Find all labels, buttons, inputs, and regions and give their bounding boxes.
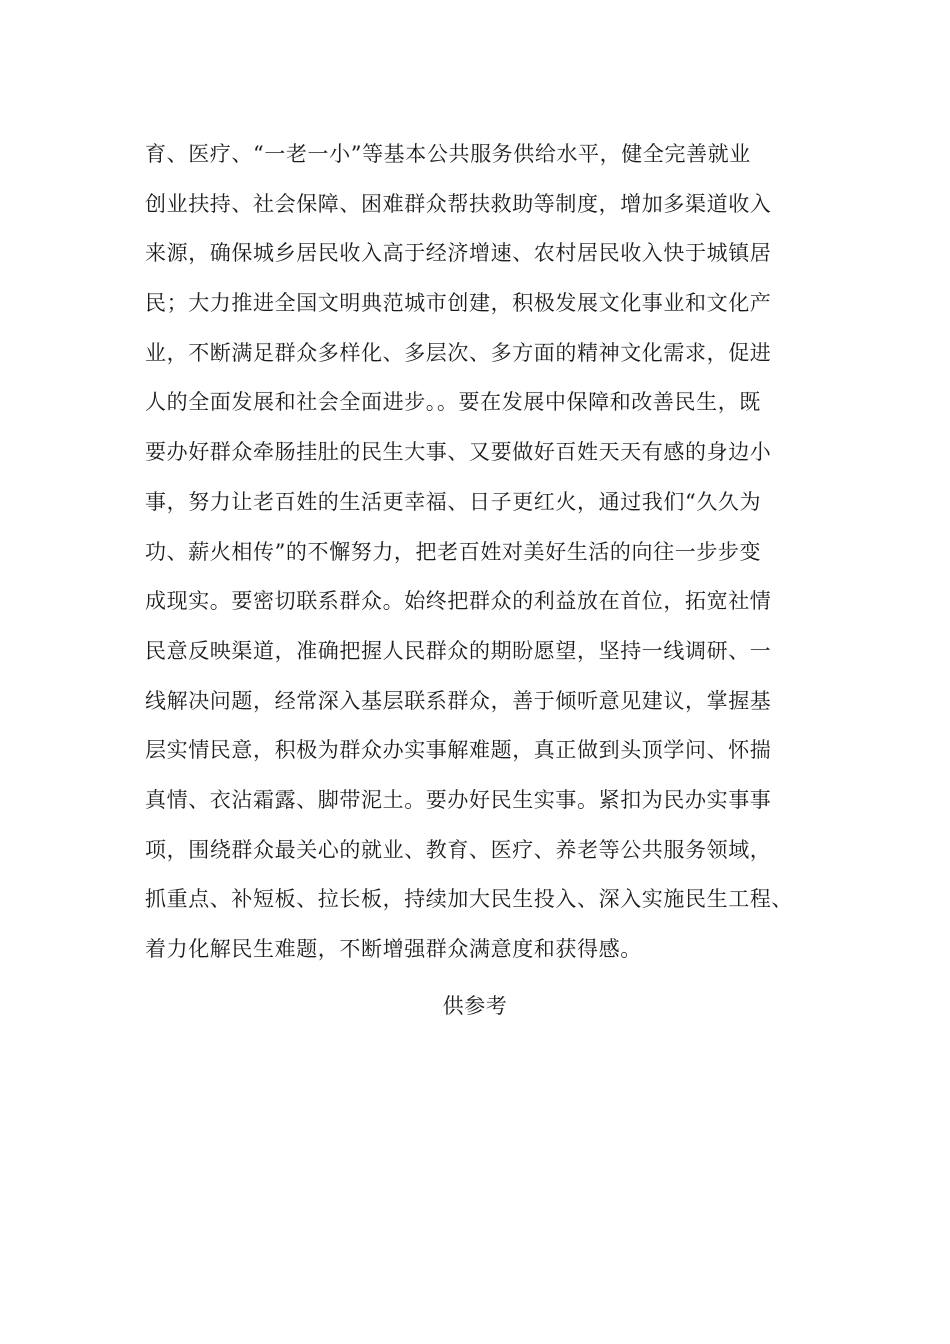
text-line: 项，围绕群众最关心的就业、教育、医疗、养老等公共服务领域， — [145, 837, 772, 862]
text-line: 功、薪火相传”的不懈努力，把老百姓对美好生活的向往一步步变 — [145, 539, 762, 564]
text-line: 着力化解民生难题，不断增强群众满意度和获得感。 — [145, 937, 642, 961]
text-line: 人的全面发展和社会全面进步。。要在发展中保障和改善民生，既 — [145, 390, 761, 415]
text-line: 业，不断满足群众多样化、多层次、多方面的精神文化需求，促进 — [145, 340, 772, 365]
text-line: 层实情民意，积极为群众办实事解难题，真正做到头顶学问、怀揣 — [145, 738, 772, 763]
text-line: 抓重点、补短板、拉长板，持续加大民生投入、深入实施民生工程、 — [145, 887, 793, 912]
text-line: 线解决问题，经常深入基层联系群众，善于倾听意见建议，掌握基 — [145, 688, 772, 713]
text-line: 民；大力推进全国文明典范城市创建，积极发展文化事业和文化产 — [145, 291, 772, 316]
text-line: 要办好群众牵肠挂肚的民生大事、又要做好百姓天天有感的身边小 — [145, 440, 772, 465]
text-line: 事，努力让老百姓的生活更幸福、日子更红火，通过我们“久久为 — [145, 489, 762, 514]
closing-note: 供参考 — [442, 994, 508, 1018]
text-line: 真情、衣沾霜露、脚带泥土。要办好民生实事。紧扣为民办实事事 — [145, 787, 772, 812]
text-line: 民意反映渠道，准确把握人民群众的期盼愿望，坚持一线调研、一 — [145, 638, 772, 663]
text-line: 创业扶持、社会保障、困难群众帮扶救助等制度，增加多渠道收入 — [145, 191, 772, 216]
text-line: 成现实。要密切联系群众。始终把群众的利益放在首位，拓宽社情 — [145, 589, 772, 614]
text-line: 育、医疗、“一老一小”等基本公共服务供给水平，健全完善就业 — [145, 142, 751, 166]
body-paragraph — [145, 130, 825, 975]
text-line: 来源，确保城乡居民收入高于经济增速、农村居民收入快于城镇居 — [145, 241, 772, 266]
